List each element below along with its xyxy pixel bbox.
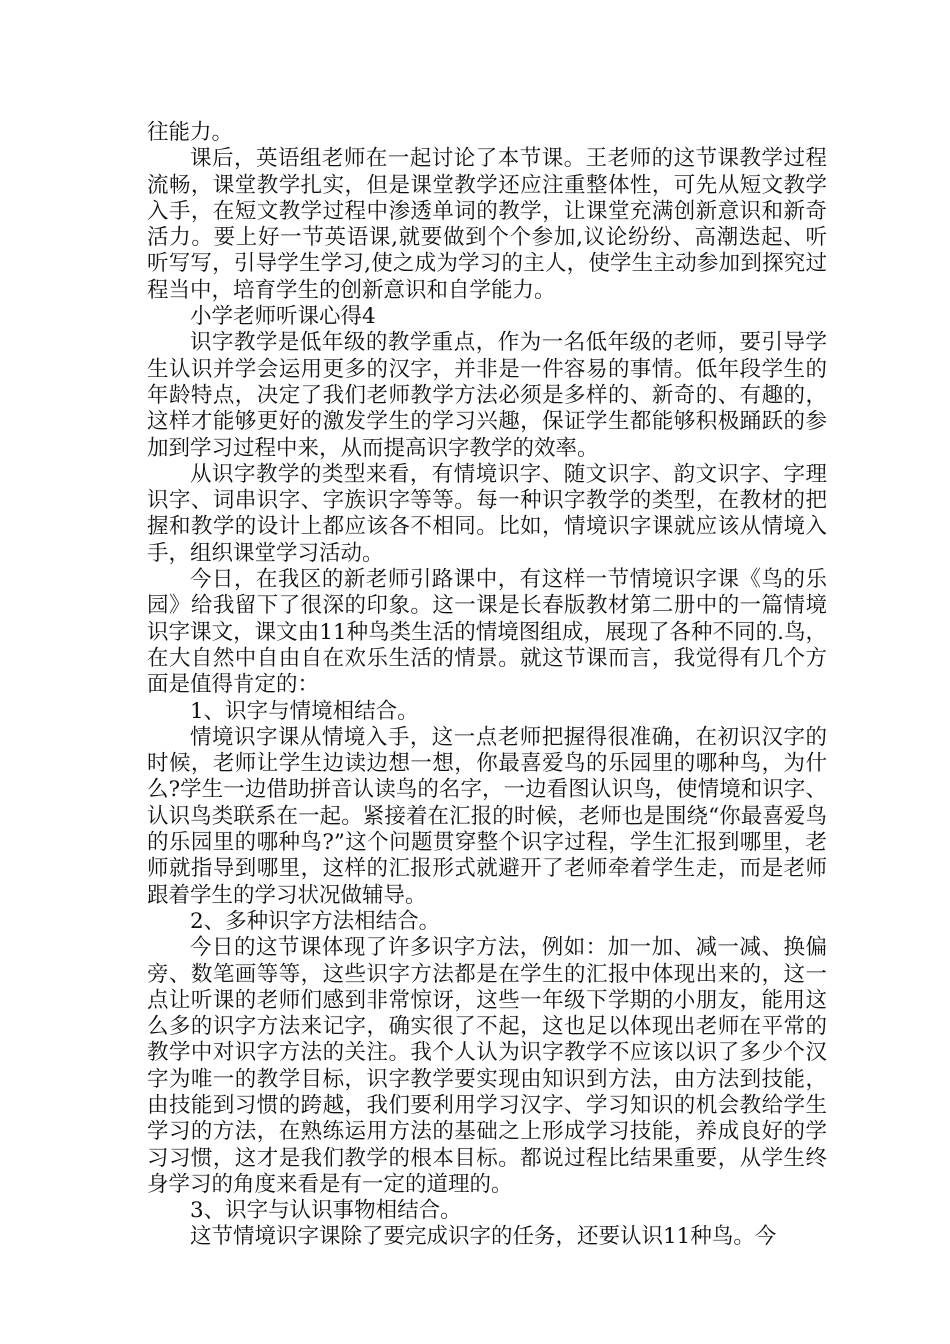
point-heading-3: 3、识字与认识事物相结合。 [190,1198,462,1224]
section-heading-4: 小学老师听课心得4 [190,304,376,330]
paragraph-bird-paradise: 今日，在我区的新老师引路课中，有这样一节情境识字课《鸟的乐园》给我留下了很深的印象。这一课是长春版教材第二册中的一篇情境识字课文，课文由11种鸟类生活的情境图组成，展现了各种不同的.鸟，在大自然中自由自在欢乐生活的情景。就这节课而言，我觉得有几个方面是值得肯定的： [147,567,827,698]
paragraph-english-review: 课后，英语组老师在一起讨论了本节课。王老师的这节课教学过程流畅，课堂教学扎实，但是课堂教学还应注重整体性，可先从短文教学入手，在短文教学过程中渗透单词的教学，让课堂充满创新意识和新奇活力。要上好一节英语课,就要做到个个参加,议论纷纷、高潮迭起、听听写写，引导学生学习,使之成为学习的主人，使学生主动参加到探究过程当中，培育学生的创新意识和自学能力。 [147,146,827,303]
document-body [147,120,827,1251]
paragraph-point-2: 今日的这节课体现了许多识字方法，例如：加一加、减一减、换偏旁、数笔画等等，这些识字方法都是在学生的汇报中体现出来的，这一点让听课的老师们感到非常惊讶，这些一年级下学期的小朋友，能用这么多的识字方法来记字，确实很了不起，这也足以体现出老师在平常的教学中对识字方法的关注。我个人认为识字教学不应该以识了多少个汉字为唯一的教学目标，识字教学要实现由知识到方法，由方法到技能，由技能到习惯的跨越，我们要利用学习汉字、学习知识的机会教给学生学习的方法，在熟练运用方法的基础之上形成学习技能，养成良好的学习习惯，这才是我们教学的根本目标。都说过程比结果重要，从学生终身学习的角度来看是有一定的道理的。 [147,935,827,1197]
paragraph-point-1: 情境识字课从情境入手，这一点老师把握得很准确，在初识汉字的时候，老师让学生边读边想一想，你最喜爱鸟的乐园里的哪种鸟，为什么?学生一边借助拼音认读鸟的名字，一边看图认识鸟，使情境和识字、认识鸟类联系在一起。紧接着在汇报的时候，老师也是围绕“你最喜爱鸟的乐园里的哪种鸟?”这个问题贯穿整个识字过程，学生汇报到哪里，老师就指导到哪里，这样的汇报形式就避开了老师牵着学生走，而是老师跟着学生的学习状况做辅导。 [147,724,827,908]
paragraph-literacy-types: 从识字教学的类型来看，有情境识字、随文识字、韵文识字、字理识字、词串识字、字族识字等等。每一种识字教学的类型，在教材的把握和教学的设计上都应该各不相同。比如，情境识字课就应该从情境入手，组织课堂学习活动。 [147,461,827,566]
paragraph-point-3: 这节情境识字课除了要完成识字的任务，还要认识11种鸟。今 [190,1224,777,1250]
paragraph-literacy-intro: 识字教学是低年级的教学重点，作为一名低年级的老师，要引导学生认识并学会运用更多的汉字，并非是一件容易的事情。低年段学生的年龄特点，决定了我们老师教学方法必须是多样的、新奇的、有趣的，这样才能够更好的激发学生的学习兴趣，保证学生都能够积极踊跃的参加到学习过程中来，从而提高识字教学的效率。 [147,330,827,461]
point-heading-1: 1、识字与情境相结合。 [190,698,419,724]
point-heading-2: 2、多种识字方法相结合。 [190,908,441,934]
paragraph-continuation: 往能力。 [147,120,234,145]
